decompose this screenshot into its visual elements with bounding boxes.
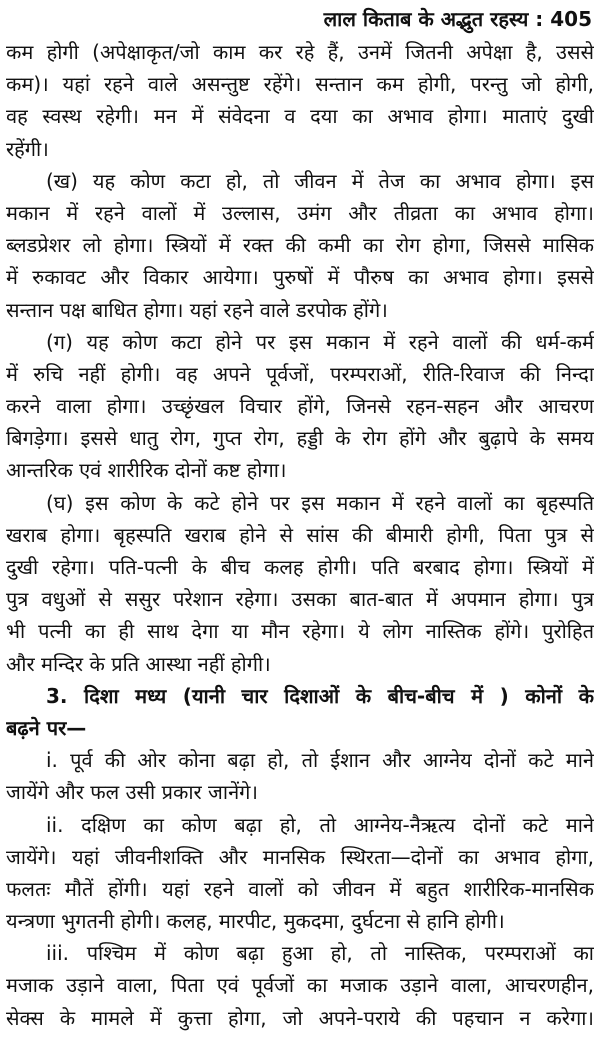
text-line: मजाक उड़ाने वाला, पिता एवं पूर्वजों का मजाक उड़ाने वाला, आचरणहीन,: [6, 973, 594, 998]
text-line: खराब होगा। बृहस्पति खराब होने से सांस की बीमारी होगी, पिता पुत्र से: [6, 522, 594, 547]
text-line: (घ) इस कोण के कटे होने पर इस मकान में रहने वालों का बृहस्पति: [46, 490, 594, 515]
text-line: और मन्दिर के प्रति आस्था नहीं होगी।: [6, 651, 271, 676]
text-line: फलतः मौतें होंगी। यहां रहने वालों को जीवन में बहुत शारीरिक-मानसिक: [6, 876, 594, 901]
text-line: में रुचि नहीं होगी। वह अपने पूर्वजों, परम्पराओं, रीति-रिवाज की निन्दा: [6, 361, 594, 386]
text-line: सन्तान पक्ष बाधित होगा। यहां रहने वाले डरपोक होंगे।: [6, 297, 388, 322]
text-line: दुखी रहेगा। पति-पत्नी के बीच कलह होगी। पति बरबाद होगा। स्त्रियों में: [6, 555, 594, 579]
text-line: iii. पश्चिम में कोण बढ़ा हुआ हो, तो नास्तिक, परम्पराओं का: [46, 941, 594, 966]
page-body: [6, 36, 594, 1034]
text-line: रहेंगी।: [6, 136, 49, 161]
section-heading: 3. दिशा मध्य (यानी चार दिशाओं के बीच-बीच में ) कोनों के: [46, 683, 594, 708]
text-line: यन्त्रणा भुगतनी होगी। कलह, मारपीट, मुकदमा, दुर्घटना से हानि होगी।: [6, 909, 505, 934]
text-line: करने वाला होगा। उच्छृंखल विचार होंगे, जिनसे रहन-सहन और आचरण: [6, 394, 594, 419]
text-line: कम)। यहां रहने वाले असन्तुष्ट रहेंगे। सन्तान कम होगी, परन्तु जो होगी,: [6, 72, 594, 97]
text-line: वह स्वस्थ रहेगी। मन में संवेदना व दया का अभाव होगा। माताएं दुखी: [6, 104, 594, 129]
text-line: भी पत्नी का ही साथ देगा या मौन रहेगा। ये लोग नास्तिक होंगे। पुरोहित: [6, 619, 594, 644]
text-line: जायेंगे और फल उसी प्रकार जानेंगे।: [6, 780, 259, 805]
text-line: सेक्स के मामले में कुत्ता होगा, जो अपने-पराये की पहचान न करेगा।: [6, 1005, 594, 1030]
text-line: जायेंगे। यहां जीवनीशक्ति और मानसिक स्थिरता—दोनों का अभाव होगा,: [6, 844, 594, 869]
text-line: कम होगी (अपेक्षाकृत/जो काम कर रहे हैं, उनमें जितनी अपेक्षा है, उससे: [6, 40, 594, 64]
text-line: आन्तरिक एवं शारीरिक दोनों कष्ट होगा।: [6, 458, 287, 483]
text-line: में रुकावट और विकार आयेगा। पुरुषों में पौरुष का अभाव होगा। इससे: [6, 265, 594, 290]
text-line: i. पूर्व की ओर कोना बढ़ा हो, तो ईशान और आग्नेय दोनों कटे माने: [46, 748, 594, 773]
text-line: पुत्र वधुओं से ससुर परेशान रहेगा। उसका बात-बात में अपमान होगा। पुत्र: [6, 587, 594, 612]
section-heading: बढ़ने पर—: [6, 715, 87, 740]
text-line: (ख) यह कोण कटा हो, तो जीवन में तेज का अभाव होगा। इस: [46, 168, 594, 193]
text-line: (ग) यह कोण कटा होने पर इस मकान में रहने वालों की धर्म-कर्म: [46, 329, 594, 354]
text-line: ii. दक्षिण का कोण बढ़ा हो, तो आग्नेय-नैऋत्य दोनों कटे माने: [46, 812, 594, 837]
text-line: मकान में रहने वालों में उल्लास, उमंग और तीव्रता का अभाव होगा।: [6, 200, 594, 225]
running-header: लाल किताब के अद्भुत रहस्य : 405: [323, 7, 592, 31]
text-line: ब्लडप्रेशर लो होगा। स्त्रियों में रक्त की कमी का रोग होगा, जिससे मासिक: [6, 233, 594, 258]
text-line: बिगड़ेगा। इससे धातु रोग, गुप्त रोग, हड्डी के रोग होंगे और बुढ़ापे के समय: [6, 426, 594, 451]
